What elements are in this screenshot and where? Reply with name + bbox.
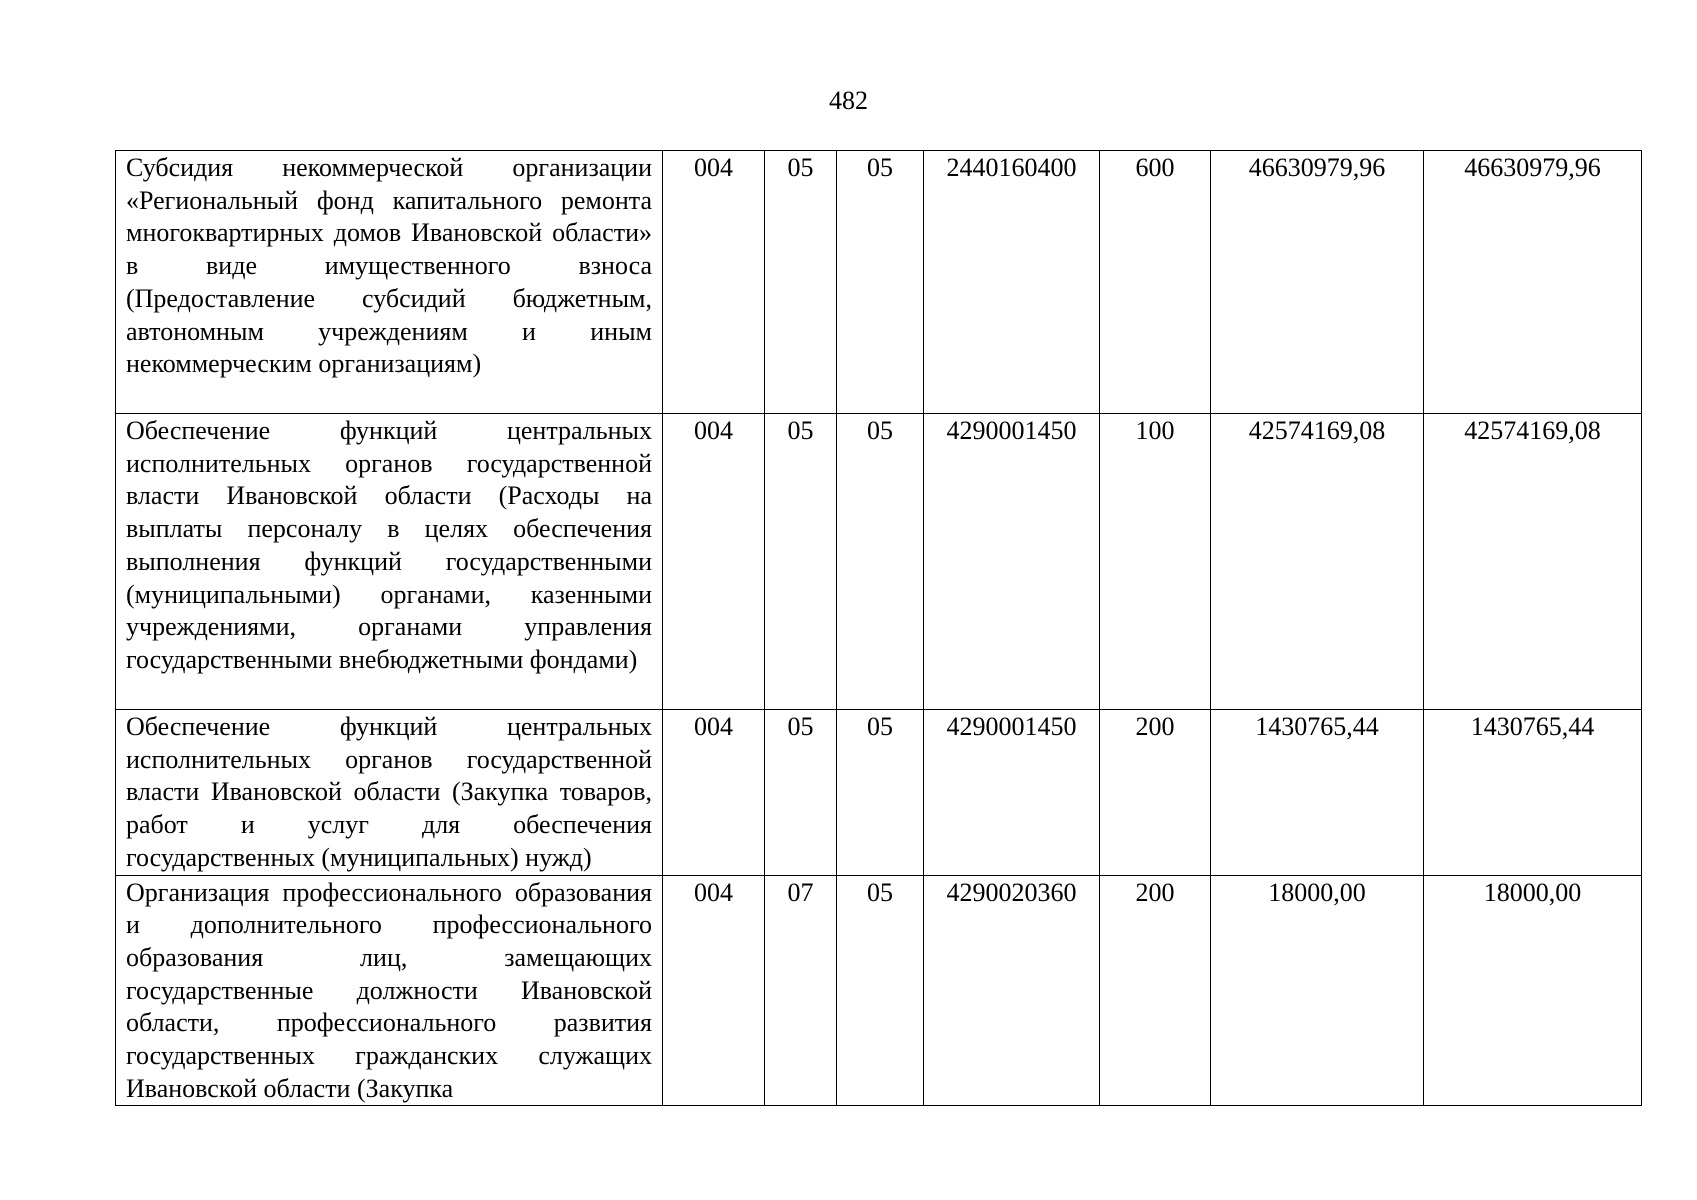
row-description: Субсидия некоммерческой организации «Региональный фонд капитального ремонта многоквартирных домов Ивановской области» в виде имущественного взноса (Предоставление субсидий бюджетным, автономным учреждениям и иным некоммерческим организациям) [116, 151, 663, 414]
sum-1: 42574169,08 [1211, 414, 1424, 710]
expense-type-code: 600 [1100, 151, 1211, 414]
expense-type-code: 100 [1100, 414, 1211, 710]
subsection-code: 05 [837, 710, 924, 876]
ministry-code: 004 [663, 875, 765, 1106]
section-code: 05 [765, 414, 837, 710]
target-article-code: 4290001450 [924, 710, 1100, 876]
target-article-code: 2440160400 [924, 151, 1100, 414]
expense-type-code: 200 [1100, 875, 1211, 1106]
sum-1: 1430765,44 [1211, 710, 1424, 876]
subsection-code: 05 [837, 151, 924, 414]
row-description: Обеспечение функций центральных исполнительных органов государственной власти Ивановской области (Закупка товаров, работ и услуг для обеспечения государственных (муниципальных) нужд) [116, 710, 663, 876]
sum-2: 46630979,96 [1424, 151, 1642, 414]
section-code: 07 [765, 875, 837, 1106]
ministry-code: 004 [663, 710, 765, 876]
sum-1: 46630979,96 [1211, 151, 1424, 414]
budget-table [115, 150, 1642, 1106]
ministry-code: 004 [663, 414, 765, 710]
sum-2: 1430765,44 [1424, 710, 1642, 876]
row-description: Обеспечение функций центральных исполнительных органов государственной власти Ивановской области (Расходы на выплаты персоналу в целях обеспечения выполнения функций государственными (муниципальными) органами, казенными учреждениями, органами управления государственными внебюджетными фондами) [116, 414, 663, 710]
table-row [116, 710, 1642, 876]
expense-type-code: 200 [1100, 710, 1211, 876]
table-row [116, 414, 1642, 710]
section-code: 05 [765, 151, 837, 414]
target-article-code: 4290001450 [924, 414, 1100, 710]
ministry-code: 004 [663, 151, 765, 414]
subsection-code: 05 [837, 414, 924, 710]
target-article-code: 4290020360 [924, 875, 1100, 1106]
table-row [116, 875, 1642, 1106]
table-row [116, 151, 1642, 414]
section-code: 05 [765, 710, 837, 876]
sum-2: 42574169,08 [1424, 414, 1642, 710]
page-number: 482 [829, 86, 868, 115]
row-description: Организация профессионального образования и дополнительного профессионального образования лиц, замещающих государственные должности Ивановской области, профессионального развития государственных гражданских служащих Ивановской области (Закупка [116, 875, 663, 1106]
sum-1: 18000,00 [1211, 875, 1424, 1106]
sum-2: 18000,00 [1424, 875, 1642, 1106]
subsection-code: 05 [837, 875, 924, 1106]
